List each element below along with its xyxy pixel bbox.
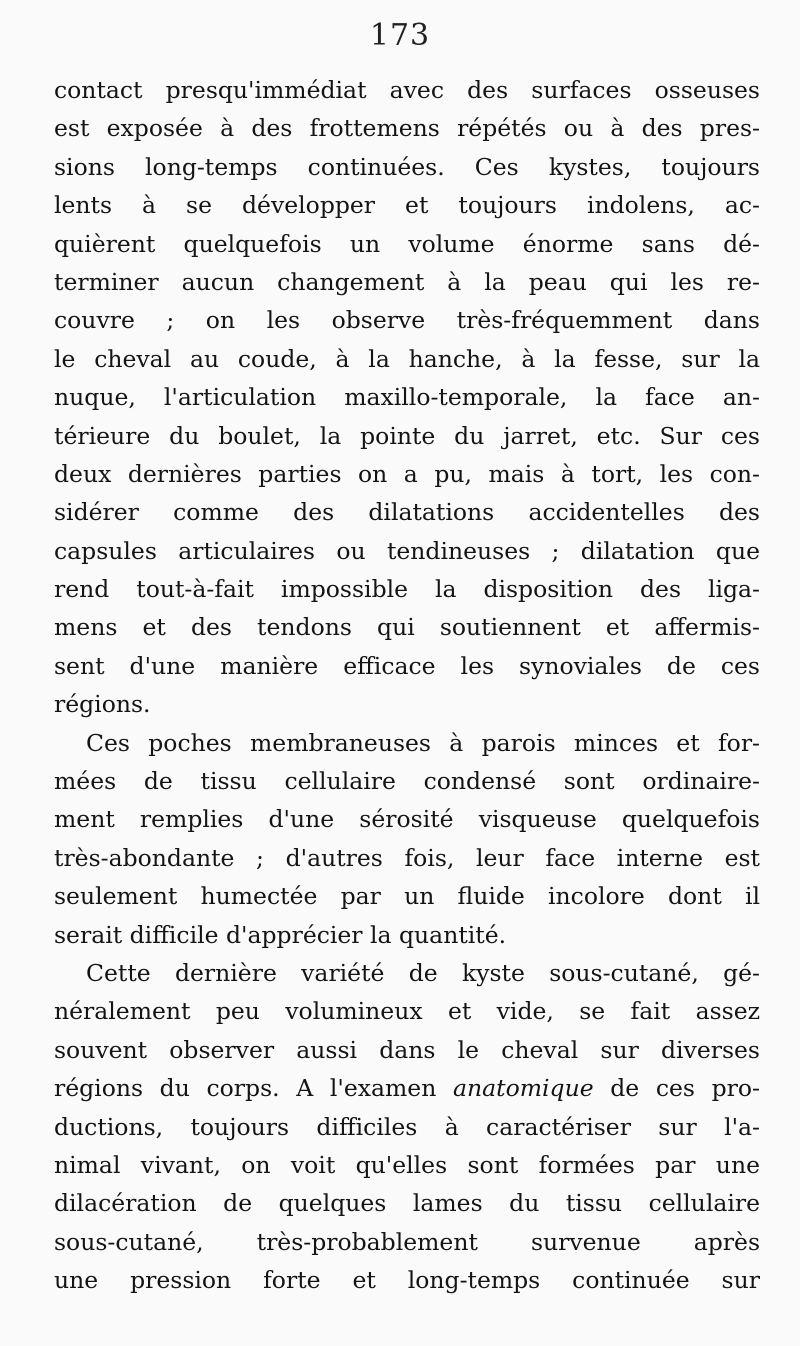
text-line: mens et des tendons qui soutiennent et affermis- — [54, 613, 760, 642]
text-line: rend tout-à-fait impossible la disposition des liga- — [54, 575, 760, 604]
text-line: capsules articulaires ou tendineuses ; dilatation que — [54, 536, 760, 565]
text-line-with-italic — [54, 1069, 760, 1107]
text-line: couvre ; on les observe très-fréquemment dans — [54, 306, 760, 335]
text-line: terminer aucun changement à la peau qui les re- — [54, 267, 760, 296]
text-line: sent d'une manière efficace les synoviales de ces — [54, 651, 760, 680]
text-segment: de ces pro- — [593, 1074, 760, 1103]
text-line: térieure du boulet, la pointe du jarret, etc. Sur ces — [54, 421, 760, 450]
text-line: néralement peu volumineux et vide, se fait assez — [54, 997, 760, 1026]
text-line: sous-cutané, très-probablement survenue après — [54, 1227, 760, 1256]
text-segment: régions du corps. A l'examen — [54, 1074, 453, 1103]
text-line: lents à se développer et toujours indolens, ac- — [54, 191, 760, 220]
text-line: sidérer comme des dilatations accidentelles des — [54, 498, 760, 527]
italic-word: anatomique — [452, 1074, 594, 1103]
text-line: ment remplies d'une sérosité visqueuse quelquefois — [54, 805, 760, 834]
text-line: nimal vivant, on voit qu'elles sont formées par une — [54, 1150, 760, 1179]
paragraph-2 — [54, 724, 760, 954]
text-line: nuque, l'articulation maxillo-temporale, la face an- — [54, 383, 760, 412]
text-line: mées de tissu cellulaire condensé sont ordinaire- — [54, 767, 760, 796]
text-line: régions. — [54, 690, 151, 719]
text-line: très-abondante ; d'autres fois, leur face interne est — [54, 843, 760, 872]
page-number: 173 — [369, 18, 431, 53]
text-line: deux dernières parties on a pu, mais à tort, les con- — [54, 459, 760, 488]
text-line: Ces poches membraneuses à parois minces et for- — [86, 728, 760, 757]
text-line: le cheval au coude, à la hanche, à la fesse, sur la — [54, 344, 760, 373]
text-line: sions long-temps continuées. Ces kystes, toujours — [54, 152, 760, 181]
text-line: est exposée à des frottemens répétés ou à des pres- — [54, 114, 760, 143]
text-line: seulement humectée par un fluide incolore dont il — [54, 882, 760, 911]
text-line: contact presqu'immédiat avec des surfaces osseuses — [54, 76, 760, 104]
text-line: souvent observer aussi dans le cheval sur diverses — [54, 1035, 760, 1064]
text-line: dilacération de quelques lames du tissu cellulaire — [54, 1189, 760, 1218]
body-text — [54, 71, 760, 1300]
paragraph-3 — [54, 954, 760, 1300]
text-line: serait difficile d'apprécier la quantité. — [54, 920, 507, 949]
text-line: ductions, toujours difficiles à caractériser sur l'a- — [54, 1112, 760, 1141]
text-line: une pression forte et long-temps continuée sur — [54, 1266, 760, 1295]
paragraph-1 — [54, 71, 760, 724]
text-line: Cette dernière variété de kyste sous-cutané, gé- — [86, 958, 760, 987]
text-line: quièrent quelquefois un volume énorme sans dé- — [54, 229, 760, 258]
